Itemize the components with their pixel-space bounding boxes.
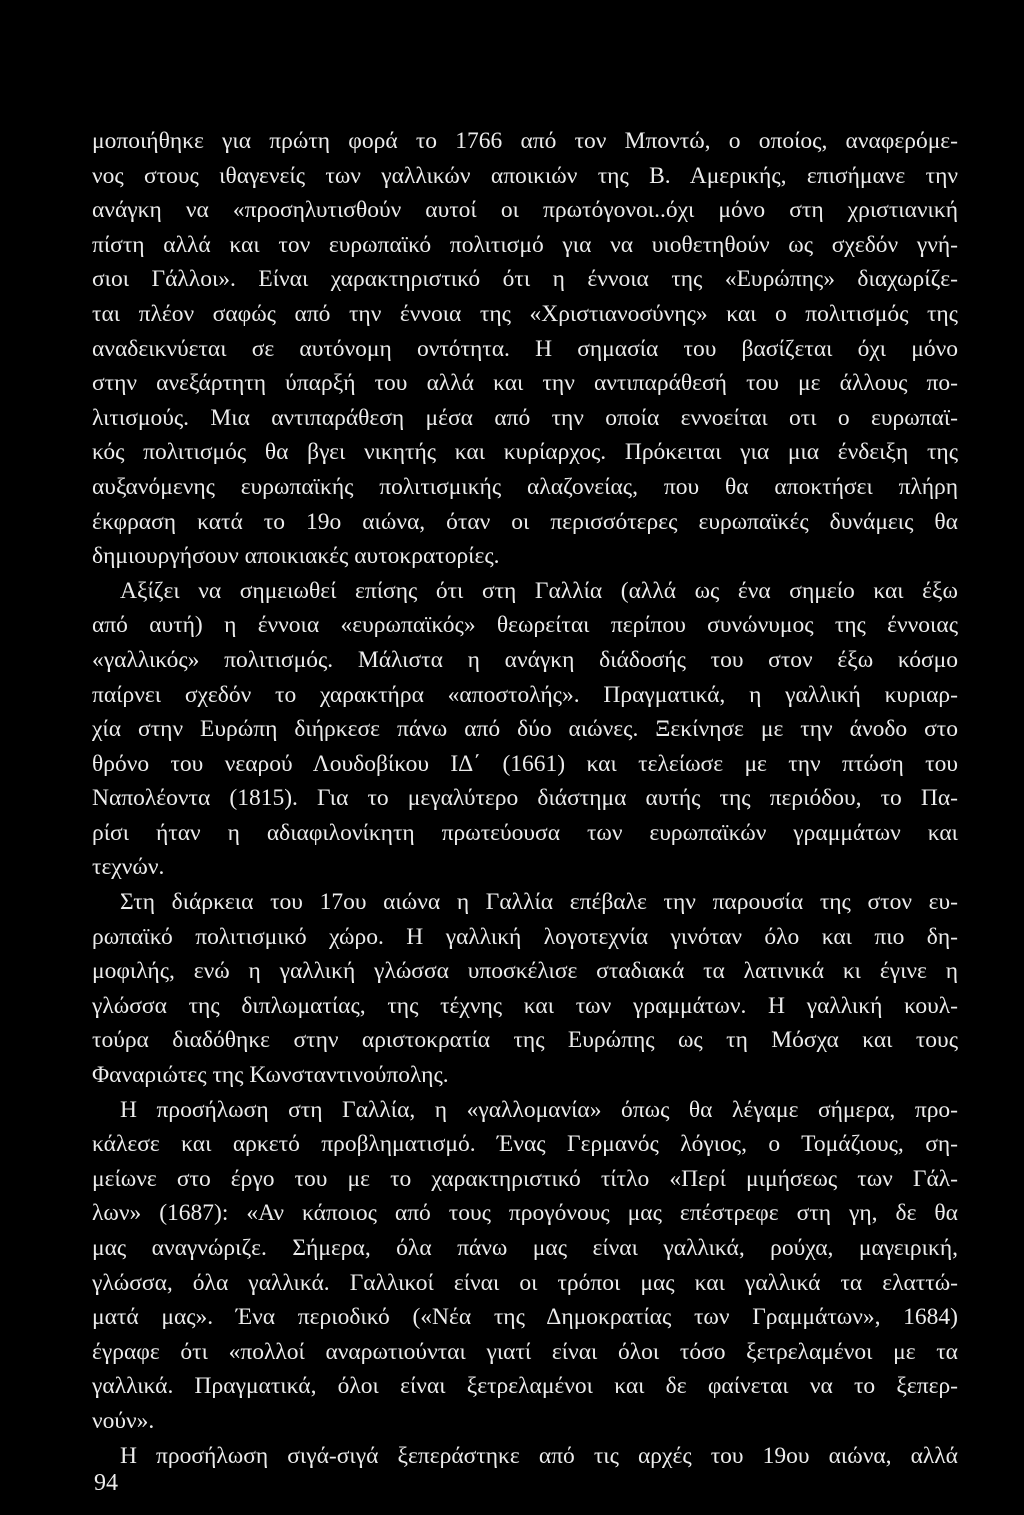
text-line: νος στους ιθαγενείς των γαλλικών αποικιών της Β. Αμερικής, επισήμανε την xyxy=(92,162,958,189)
text-line: Στη διάρκεια του 17ου αιώνα η Γαλλία επέβαλε την παρουσία της στον ευ- xyxy=(120,889,958,916)
text-line: νούν». xyxy=(92,1407,155,1434)
text-line: γλώσσα της διπλωματίας, της τέχνης και των γραμμάτων. Η γαλλική κουλ- xyxy=(92,992,958,1019)
text-line: κάλεσε και αρκετό προβληματισμό. Ένας Γερμανός λόγιος, ο Τομάζιους, ση- xyxy=(92,1131,958,1158)
text-line: έκφραση κατά το 19ο αιώνα, όταν οι περισσότερες ευρωπαϊκές δυνάμεις θα xyxy=(92,508,958,535)
text-line: μας αναγνώριζε. Σήμερα, όλα πάνω μας είναι γαλλικά, ρούχα, μαγειρική, xyxy=(92,1235,958,1261)
text-line: ανάγκη να «προσηλυτισθούν αυτοί οι πρωτόγονοι..όχι μόνο στη χριστιανική xyxy=(92,197,958,224)
text-line: Αξίζει να σημειωθεί επίσης ότι στη Γαλλία (αλλά ως ένα σημείο και έξω xyxy=(120,577,958,604)
text-line: μείωνε στο έργο του με το χαρακτηριστικό τίτλο «Περί μιμήσεως των Γάλ- xyxy=(92,1165,958,1192)
text-line: γαλλικά. Πραγματικά, όλοι είναι ξετρελαμένοι και δε φαίνεται να το ξεπερ- xyxy=(92,1373,958,1400)
text-line: αυξανόμενης ευρωπαϊκής πολιτισμικής αλαζονείας, που θα αποκτήσει πλήρη xyxy=(92,473,958,500)
text-line: λιτισμούς. Μια αντιπαράθεση μέσα από την οποία εννοείται οτι ο ευρωπαϊ- xyxy=(92,404,958,431)
text-line: Η προσήλωση σιγά-σιγά ξεπεράστηκε από τις αρχές του 19ου αιώνα, αλλά xyxy=(120,1442,958,1469)
text-line: Ναπολέοντα (1815). Για το μεγαλύτερο διάστημα αυτής της περιόδου, το Πα- xyxy=(92,785,958,812)
text-line: έγραφε ότι «πολλοί αναρωτιούνται γιατί είναι όλοι τόσο ξετρελαμένοι με τα xyxy=(92,1338,958,1365)
text-line: γλώσσα, όλα γαλλικά. Γαλλικοί είναι οι τρόποι μας και γαλλικά τα ελαττώ- xyxy=(92,1269,958,1296)
text-line: τούρα διαδόθηκε στην αριστοκρατία της Ευρώπης ως τη Μόσχα και τους xyxy=(92,1027,958,1054)
text-line: αναδεικνύεται σε αυτόνομη οντότητα. Η σημασία του βασίζεται όχι μόνο xyxy=(92,335,958,362)
text-line: Φαναριώτες της Κωνσταντινούπολης. xyxy=(92,1062,449,1089)
text-line: χία στην Ευρώπη διήρκεσε πάνω από δύο αιώνες. Ξεκίνησε με την άνοδο στο xyxy=(92,716,958,743)
text-line: Η προσήλωση στη Γαλλία, η «γαλλομανία» όπως θα λέγαμε σήμερα, προ- xyxy=(120,1096,958,1123)
text-line: πίστη αλλά και τον ευρωπαϊκό πολιτισμό για να υιοθετηθούν ως σχεδόν γνή- xyxy=(92,231,958,258)
page-number: 94 xyxy=(94,1470,118,1496)
text-line: στην ανεξάρτητη ύπαρξή του αλλά και την αντιπαράθεσή του με άλλους πο- xyxy=(92,370,958,397)
text-line: ματά μας». Ένα περιοδικό («Νέα της Δημοκρατίας των Γραμμάτων», 1684) xyxy=(92,1304,958,1331)
text-line: ρίσι ήταν η αδιαφιλονίκητη πρωτεύουσα των ευρωπαϊκών γραμμάτων και xyxy=(92,819,958,846)
text-line: μοφιλής, ενώ η γαλλική γλώσσα υποσκέλισε σταδιακά τα λατινικά κι έγινε η xyxy=(92,958,958,985)
text-line: λων» (1687): «Αν κάποιος από τους προγόνους μας επέστρεφε στη γη, δε θα xyxy=(92,1200,958,1227)
body-text xyxy=(92,124,958,1473)
text-line: ρωπαϊκό πολιτισμικό χώρο. Η γαλλική λογοτεχνία γινόταν όλο και πιο δη- xyxy=(92,923,958,950)
text-line: ται πλέον σαφώς από την έννοια της «Χριστιανοσύνης» και ο πολιτισμός της xyxy=(92,300,958,327)
text-line: από αυτή) η έννοια «ευρωπαϊκός» θεωρείται περίπου συνώνυμος της έννοιας xyxy=(92,612,958,639)
text-line: μοποιήθηκε για πρώτη φορά το 1766 από τον Μποντώ, ο οποίος, αναφερόμε- xyxy=(92,128,958,154)
text-line: σιοι Γάλλοι». Είναι χαρακτηριστικό ότι η έννοια της «Ευρώπης» διαχωρίζε- xyxy=(92,266,958,293)
text-line: θρόνο του νεαρού Λουδοβίκου ΙΔ΄ (1661) και τελείωσε με την πτώση του xyxy=(92,750,958,777)
text-line: τεχνών. xyxy=(92,854,165,881)
text-line: δημιουργήσουν αποικιακές αυτοκρατορίες. xyxy=(92,543,500,570)
text-line: παίρνει σχεδόν το χαρακτήρα «αποστολής». Πραγματικά, η γαλλική κυριαρ- xyxy=(92,681,958,708)
text-line: «γαλλικός» πολιτισμός. Μάλιστα η ανάγκη διάδοσής του στον έξω κόσμο xyxy=(92,646,958,673)
text-line: κός πολιτισμός θα βγει νικητής και κυρίαρχος. Πρόκειται για μια ένδειξη της xyxy=(92,439,958,466)
